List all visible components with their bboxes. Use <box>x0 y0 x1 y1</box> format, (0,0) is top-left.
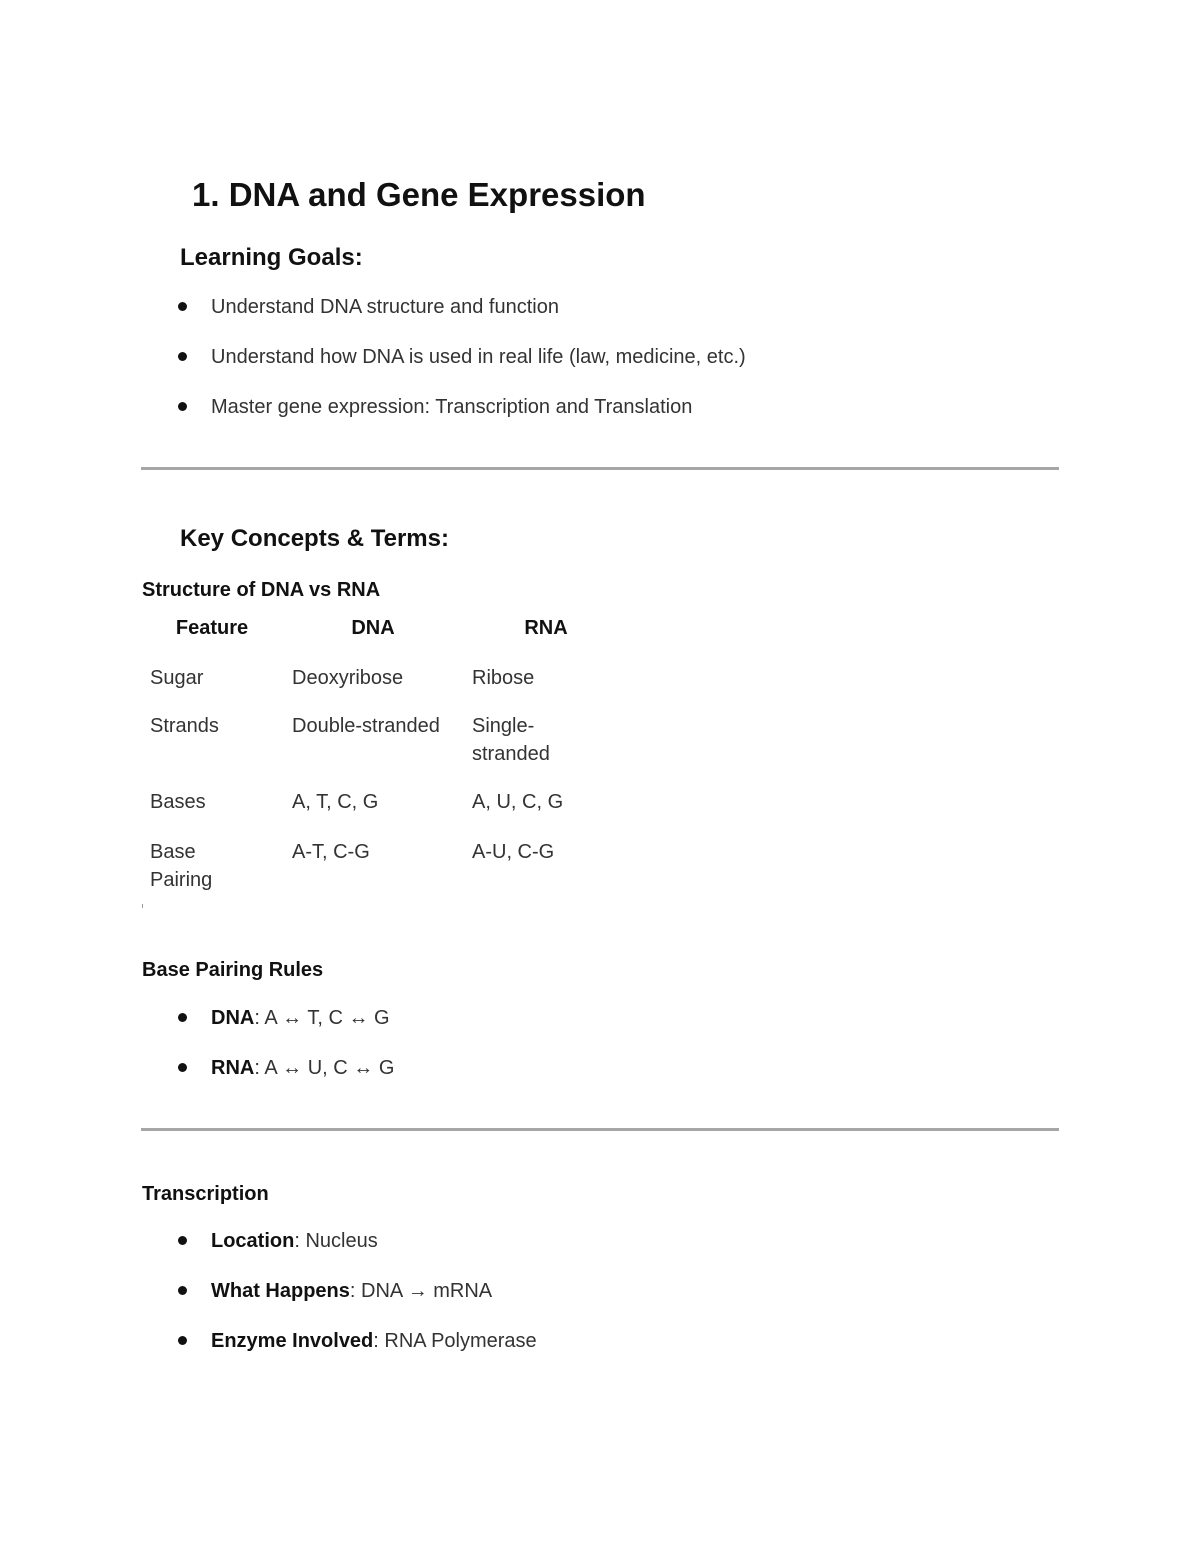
structure-table-heading: Structure of DNA vs RNA <box>142 579 381 601</box>
bullet-icon <box>178 1336 187 1345</box>
table-header-feature: Feature <box>175 617 249 639</box>
table-cell-dna: A, T, C, G <box>292 791 379 813</box>
table-cell-rna: Single-stranded <box>472 715 550 765</box>
transcription-item: Enzyme Involved: RNA Polymerase <box>178 1330 537 1353</box>
table-cell-dna: Deoxyribose <box>292 667 404 689</box>
bullet-icon <box>178 402 187 411</box>
bullet-icon <box>178 302 187 311</box>
learning-goal-item: Understand DNA structure and function <box>178 296 559 319</box>
table-header-rna: RNA <box>524 617 568 639</box>
base-pairing-heading: Base Pairing Rules <box>142 959 324 981</box>
table-cell-rna: A-U, C-G <box>472 841 555 863</box>
table-header-dna: DNA <box>351 617 395 639</box>
document-title: 1. DNA and Gene Expression <box>192 176 646 213</box>
transcription-item: Location: Nucleus <box>178 1230 378 1253</box>
stray-mark <box>142 904 143 908</box>
key-concepts-heading: Key Concepts & Terms: <box>180 525 449 552</box>
learning-goals-heading: Learning Goals: <box>180 244 363 271</box>
learning-goal-item: Understand how DNA is used in real life (law, medicine, etc.) <box>178 346 746 369</box>
table-cell-rna: Ribose <box>472 667 535 689</box>
section-divider <box>141 467 1059 470</box>
bullet-icon <box>178 1013 187 1022</box>
table-cell-feature: Strands <box>150 715 219 737</box>
transcription-item: What Happens: DNA → mRNA <box>178 1280 492 1303</box>
table-cell-dna: Double-stranded <box>292 715 440 737</box>
transcription-heading: Transcription <box>142 1183 269 1205</box>
table-cell-dna: A-T, C-G <box>292 841 370 863</box>
base-pairing-item: RNA: A ↔ U, C ↔ G <box>178 1057 394 1080</box>
bullet-icon <box>178 1286 187 1295</box>
table-cell-feature: Base Pairing <box>150 841 213 891</box>
table-cell-feature: Sugar <box>150 667 204 689</box>
table-cell-feature: Bases <box>150 791 206 813</box>
section-divider <box>141 1128 1059 1131</box>
bullet-icon <box>178 1236 187 1245</box>
table-cell-rna: A, U, C, G <box>472 791 564 813</box>
bullet-icon <box>178 352 187 361</box>
bullet-icon <box>178 1063 187 1072</box>
base-pairing-item: DNA: A ↔ T, C ↔ G <box>178 1007 390 1030</box>
learning-goal-item: Master gene expression: Transcription and Translation <box>178 396 692 419</box>
